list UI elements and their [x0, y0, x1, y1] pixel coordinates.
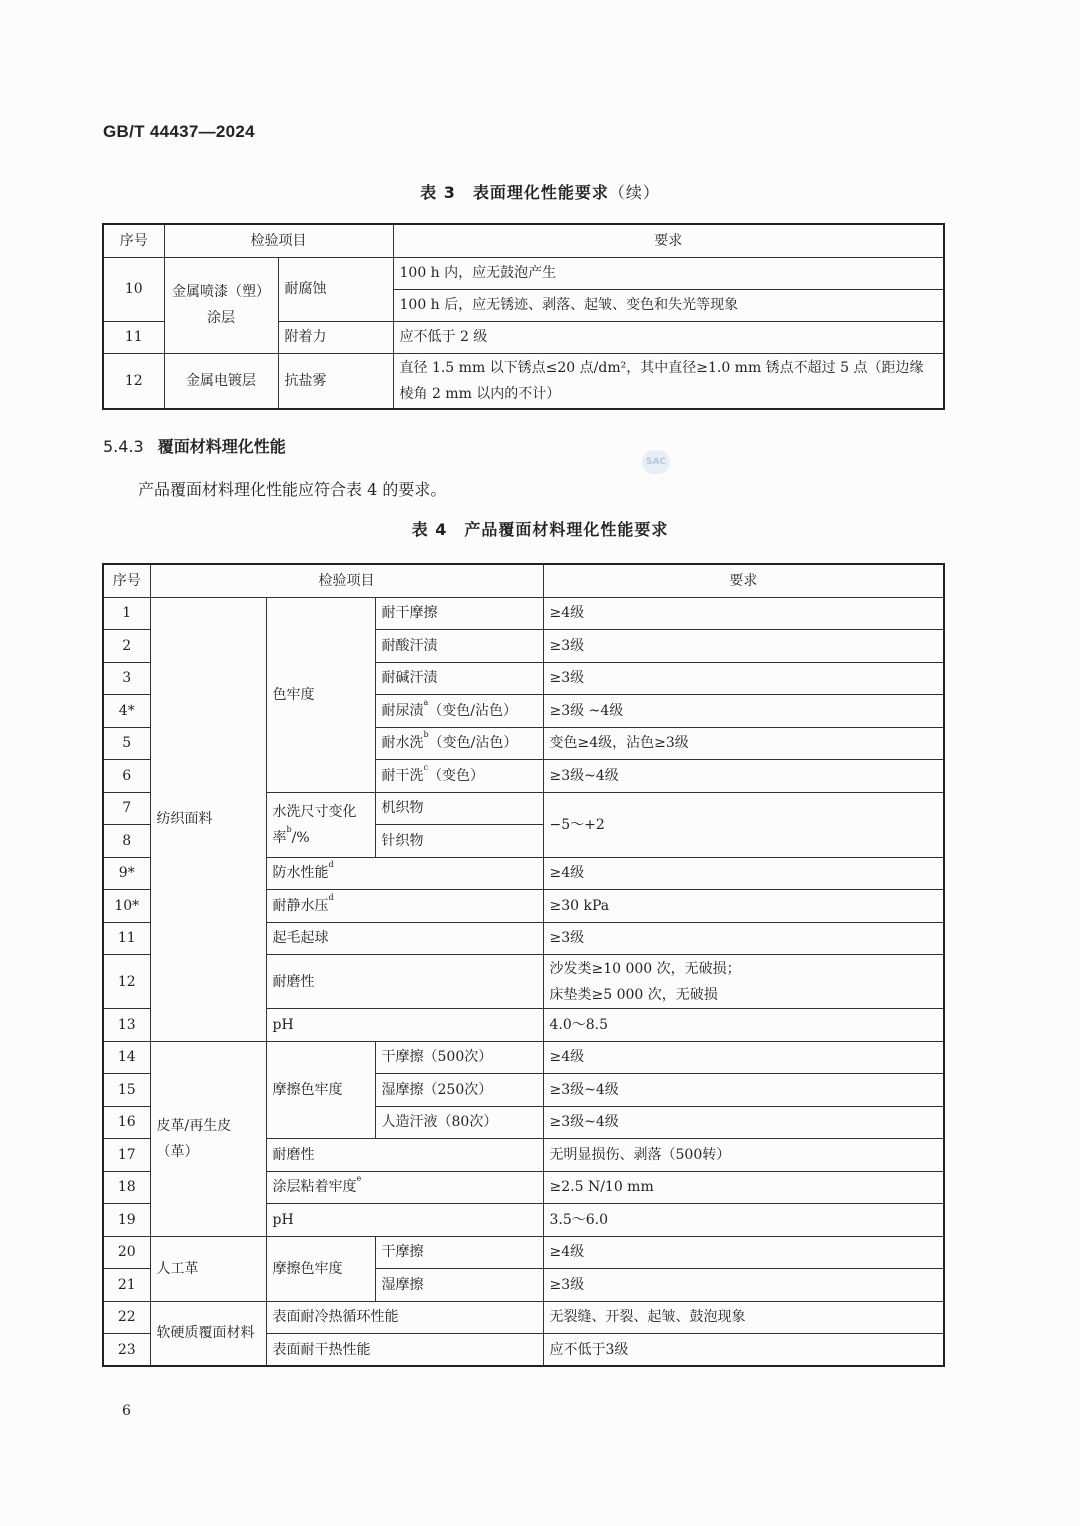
item-cell: 表面耐冷热循环性能 [266, 1301, 543, 1334]
requirement-cell: 3.5～6.0 [543, 1204, 944, 1237]
requirement-cell: 100 h 内，应无鼓泡产生 [393, 257, 944, 289]
requirement-cell: ≥4级 [543, 1236, 944, 1269]
item-cell [266, 890, 543, 923]
requirement-line: 沙发类≥10 000 次，无破损； [549, 960, 741, 977]
subgroup-rub-fastness: 摩擦色牢度 [266, 1236, 375, 1301]
requirement-cell: 4.0～8.5 [543, 1009, 944, 1042]
table3-header-no: 序号 [103, 224, 164, 257]
item-cell: 针织物 [375, 825, 543, 858]
requirement-cell: ≥3级~4级 [543, 760, 944, 793]
row-number: 20 [103, 1236, 150, 1269]
item-cell [375, 695, 543, 728]
requirement-cell: ≥30 kPa [543, 890, 944, 923]
subgroup-color-fastness: 色牢度 [266, 597, 375, 792]
row-number: 22 [103, 1301, 150, 1334]
requirement-cell: ≥3级 [543, 922, 944, 955]
requirement-cell: ≥4级 [543, 597, 944, 630]
row-number: 9* [103, 857, 150, 890]
table3-header-row [103, 224, 944, 257]
subgroup-shrinkage [266, 792, 375, 857]
table4-header-no: 序号 [103, 564, 150, 597]
row-number: 21 [103, 1269, 150, 1302]
item-cell: 耐磨性 [266, 1139, 543, 1172]
requirement-cell: ≥3级 [543, 1269, 944, 1302]
table4 [102, 563, 945, 1367]
row-number: 12 [103, 955, 150, 1009]
row-number: 8 [103, 825, 150, 858]
item-label: 耐尿渍 [381, 702, 424, 719]
item-cell: 耐腐蚀 [278, 257, 393, 321]
table4-header-req: 要求 [543, 564, 944, 597]
item-cell [266, 1171, 543, 1204]
item-label: 耐干洗 [381, 767, 424, 784]
table4-header-row [103, 564, 944, 597]
item-cell: 干摩擦（500次） [375, 1041, 543, 1074]
group-leather: 皮革/再生皮（革） [150, 1041, 266, 1236]
category-cell: 金属电镀层 [164, 353, 278, 409]
section-number: 5.4.3 [103, 437, 144, 456]
row-number: 11 [103, 922, 150, 955]
item-cell: 机织物 [375, 792, 543, 825]
group-artificial-leather: 人工革 [150, 1236, 266, 1301]
row-number: 18 [103, 1171, 150, 1204]
item-cell [266, 857, 543, 890]
footnote-marker: d [328, 892, 334, 902]
group-composite-material: 软硬质覆面材料 [150, 1301, 266, 1366]
item-suffix: （变色/沾色） [428, 702, 517, 719]
footnote-marker: a [423, 697, 429, 707]
item-label: 耐静水压 [272, 897, 329, 914]
footnote-marker: c [423, 762, 428, 772]
footnote-marker: e [356, 1174, 362, 1184]
row-number: 10* [103, 890, 150, 923]
table-row [103, 353, 944, 409]
item-cell: 抗盐雾 [278, 353, 393, 409]
section-paragraph: 产品覆面材料理化性能应符合表 4 的要求。 [138, 480, 447, 499]
table3-caption-text: 表 3 表面理化性能要求 [420, 183, 609, 202]
requirement-cell: 100 h 后，应无锈迹、剥落、起皱、变色和失光等现象 [393, 289, 944, 321]
requirement-cell: ≥3级~4级 [543, 1074, 944, 1107]
row-number: 14 [103, 1041, 150, 1074]
section-heading [103, 434, 286, 457]
row-number: 7 [103, 792, 150, 825]
row-number: 10 [103, 257, 164, 321]
footnote-marker: d [328, 860, 334, 870]
item-cell: 耐酸汗渍 [375, 630, 543, 663]
row-number: 5 [103, 727, 150, 760]
unit-label: /% [291, 829, 310, 846]
table3-caption [0, 180, 1080, 203]
table-row [103, 1301, 944, 1334]
requirement-cell: 应不低于3级 [543, 1334, 944, 1367]
item-cell [375, 727, 543, 760]
table3 [102, 223, 945, 410]
item-cell [375, 760, 543, 793]
requirement-cell: 无明显损伤、剥落（500转） [543, 1139, 944, 1172]
item-suffix: （变色/沾色） [428, 735, 518, 752]
requirement-line: 床垫类≥5 000 次，无破损 [549, 986, 718, 1003]
item-cell: 附着力 [278, 321, 393, 353]
requirement-cell: ≥3级 [543, 630, 944, 663]
row-number: 23 [103, 1334, 150, 1367]
subgroup-rub-fastness: 摩擦色牢度 [266, 1041, 375, 1139]
item-label: 防水性能 [272, 865, 329, 882]
item-cell: 湿摩擦 [375, 1269, 543, 1302]
table4-header-item: 检验项目 [150, 564, 543, 597]
item-cell: 耐干摩擦 [375, 597, 543, 630]
table-row [103, 257, 944, 289]
table-row [103, 597, 944, 630]
row-number: 12 [103, 353, 164, 409]
requirement-cell: ≥4级 [543, 1041, 944, 1074]
table3-header-req: 要求 [393, 224, 944, 257]
requirement-cell: 变色≥4级，沾色≥3级 [543, 727, 944, 760]
standard-code: GB/T 44437—2024 [103, 122, 255, 141]
row-number: 2 [103, 630, 150, 663]
subgroup-label: 水洗尺寸变化率 [272, 803, 357, 846]
row-number: 4* [103, 695, 150, 728]
category-cell: 金属喷漆（塑）涂层 [164, 257, 278, 353]
item-cell: 耐碱汗渍 [375, 662, 543, 695]
item-cell: 人造汗液（80次） [375, 1106, 543, 1139]
requirement-cell: ≥3级 [543, 662, 944, 695]
item-cell: 湿摩擦（250次） [375, 1074, 543, 1107]
table-row [103, 1041, 944, 1074]
row-number: 1 [103, 597, 150, 630]
footnote-marker: b [286, 824, 292, 834]
table3-header-item: 检验项目 [164, 224, 393, 257]
item-label: 涂层粘着牢度 [272, 1179, 357, 1196]
section-title: 覆面材料理化性能 [157, 437, 286, 456]
table4-caption: 表 4 产品覆面材料理化性能要求 [411, 520, 669, 539]
requirement-cell [543, 955, 944, 1009]
item-cell: 干摩擦 [375, 1236, 543, 1269]
requirement-cell: ≥2.5 N/10 mm [543, 1171, 944, 1204]
row-number: 11 [103, 321, 164, 353]
requirement-cell: ≥3级~4级 [543, 1106, 944, 1139]
row-number: 6 [103, 760, 150, 793]
requirement-cell: 应不低于 2 级 [393, 321, 944, 353]
group-textile: 纺织面料 [150, 597, 266, 1041]
requirement-cell: ≥4级 [543, 857, 944, 890]
item-cell: 表面耐干热性能 [266, 1334, 543, 1367]
item-cell: 起毛起球 [266, 922, 543, 955]
footnote-marker: b [423, 730, 429, 740]
table-row [103, 1236, 944, 1269]
item-label: 耐水洗 [381, 735, 424, 752]
row-number: 17 [103, 1139, 150, 1172]
sac-watermark-logo: SAC [642, 450, 670, 474]
requirement-cell: 直径 1.5 mm 以下锈点≤20 点/dm²，其中直径≥1.0 mm 锈点不超过 5 点（距边缘棱角 2 mm 以内的不计） [393, 353, 944, 409]
row-number: 15 [103, 1074, 150, 1107]
requirement-cell: −5～+2 [543, 792, 944, 857]
row-number: 16 [103, 1106, 150, 1139]
item-cell: pH [266, 1204, 543, 1237]
requirement-cell: 无裂缝、开裂、起皱、鼓泡现象 [543, 1301, 944, 1334]
page-number: 6 [122, 1403, 131, 1419]
row-number: 19 [103, 1204, 150, 1237]
item-cell: 耐磨性 [266, 955, 543, 1009]
item-suffix: （变色） [427, 767, 484, 784]
item-cell: pH [266, 1009, 543, 1042]
table3-caption-suffix: （续） [608, 183, 660, 202]
row-number: 13 [103, 1009, 150, 1042]
requirement-cell: ≥3级 ~4级 [543, 695, 944, 728]
row-number: 3 [103, 662, 150, 695]
